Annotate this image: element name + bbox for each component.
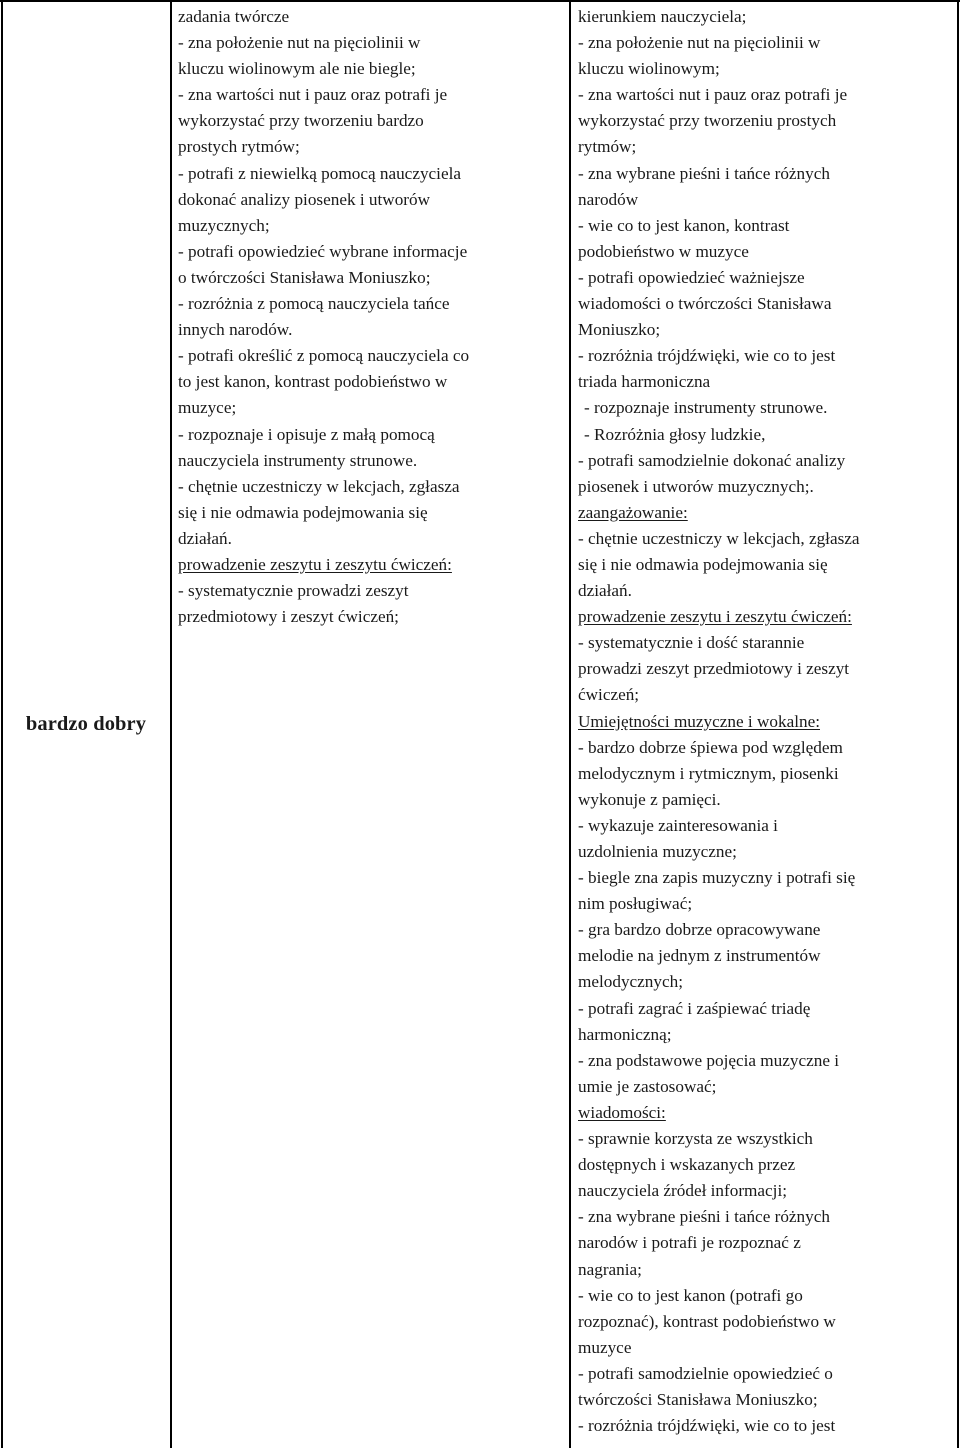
text-line: - systematycznie i dość starannie: [578, 633, 805, 653]
text-line: rytmów;: [578, 137, 637, 157]
text-line: - potrafi opowiedzieć ważniejsze: [578, 267, 805, 287]
column3-line: [578, 1126, 956, 1152]
requirements-column-previous: [178, 4, 566, 1448]
section-heading: prowadzenie zeszytu i zeszytu ćwiczeń:: [578, 607, 852, 627]
column3-line: [578, 30, 956, 56]
text-line: - potrafi określić z pomocą nauczyciela co: [178, 346, 470, 366]
text-line: to jest kanon, kontrast podobieństwo w: [178, 372, 448, 392]
column3-line: [578, 108, 956, 134]
text-line: - biegle zna zapis muzyczny i potrafi się: [578, 868, 856, 888]
column2-line: [178, 448, 566, 474]
column2-line: [178, 30, 566, 56]
text-line: melodycznych;: [578, 972, 683, 992]
text-line: wykorzystać przy tworzeniu prostych: [578, 111, 837, 131]
column3-line: [578, 422, 956, 448]
column3-line: [578, 343, 956, 369]
column3-line: [578, 1387, 956, 1413]
section-heading: zaangażowanie:: [578, 502, 688, 522]
column3-line: [578, 448, 956, 474]
column3-line: [578, 761, 956, 787]
column3-line: [578, 1152, 956, 1178]
section-heading: prowadzenie zeszytu i zeszytu ćwiczeń:: [178, 554, 452, 574]
column3-line: [578, 474, 956, 500]
column3-line: [578, 1361, 956, 1387]
text-line: się i nie odmawia podejmowania się: [578, 554, 828, 574]
text-line: - zna podstawowe pojęcia muzyczne i: [578, 1050, 840, 1070]
text-line: - zna wartości nut i pauz oraz potrafi je: [578, 85, 848, 105]
text-line: melodycznym i rytmicznym, piosenki: [578, 763, 839, 783]
text-line: - gra bardzo dobrze opracowywane: [578, 920, 821, 940]
column3-line: [578, 1230, 956, 1256]
column2-line: [178, 343, 566, 369]
text-line: wykonuje z pamięci.: [578, 789, 721, 809]
column2-line: [178, 4, 566, 30]
text-line: nauczyciela instrumenty strunowe.: [178, 450, 418, 470]
text-line: - rozróżnia z pomocą nauczyciela tańce: [178, 294, 450, 314]
column3-line: [578, 578, 956, 604]
text-line: - potrafi opowiedzieć wybrane informacje: [178, 241, 468, 261]
text-line: harmoniczną;: [578, 1024, 672, 1044]
text-line: - wykazuje zainteresowania i: [578, 815, 778, 835]
column3-line: [578, 265, 956, 291]
text-line: prostych rytmów;: [178, 137, 300, 157]
text-line: kluczu wiolinowym;: [578, 59, 720, 79]
text-line: ćwiczeń;: [578, 685, 640, 705]
column2-line: [178, 526, 566, 552]
text-line: nauczyciela źródeł informacji;: [578, 1181, 788, 1201]
text-line: rozpoznać), kontrast podobieństwo w: [578, 1311, 836, 1331]
column3-line: [578, 213, 956, 239]
text-line: - rozpoznaje i opisuje z małą pomocą: [178, 424, 435, 444]
column3-line: [578, 317, 956, 343]
column2-line: [178, 474, 566, 500]
text-line: zadania twórcze: [178, 7, 290, 26]
text-line: - zna wybrane pieśni i tańce różnych: [578, 1207, 830, 1227]
text-line: muzyce: [578, 1337, 632, 1357]
column3-line: [578, 839, 956, 865]
column2-line: [178, 239, 566, 265]
text-line: piosenek i utworów muzycznych;.: [578, 476, 814, 496]
column3-line: [578, 943, 956, 969]
text-line: innych narodów.: [178, 320, 293, 340]
column3-line: [578, 630, 956, 656]
text-line: - chętnie uczestniczy w lekcjach, zgłasza: [578, 528, 860, 548]
text-line: nim posługiwać;: [578, 894, 693, 914]
column3-line: [578, 1283, 956, 1309]
text-line: przedmiotowy i zeszyt ćwiczeń;: [178, 607, 399, 627]
text-line: prowadzi zeszyt przedmiotowy i zeszyt: [578, 659, 850, 679]
column2-line: [178, 82, 566, 108]
column3-line: [578, 1048, 956, 1074]
text-line: działań.: [178, 528, 232, 548]
column3-line: [578, 134, 956, 160]
column3-line: [578, 500, 956, 526]
text-line: narodów: [578, 189, 639, 209]
column3-line: [578, 813, 956, 839]
column2-line: [178, 604, 566, 630]
text-line: uzdolnienia muzyczne;: [578, 842, 737, 861]
column3-line: [578, 709, 956, 735]
column2-line: [178, 134, 566, 160]
column2-line: [178, 187, 566, 213]
text-line: muzycznych;: [178, 215, 270, 235]
text-line: - bardzo dobrze śpiewa pod względem: [578, 737, 843, 757]
column2-line: [178, 395, 566, 421]
section-heading: Umiejętności muzyczne i wokalne:: [578, 711, 820, 731]
column3-line: [578, 787, 956, 813]
column2-line: [178, 56, 566, 82]
column2-line: [178, 108, 566, 134]
column3-line: [578, 1022, 956, 1048]
column2-line: [178, 161, 566, 187]
text-line: - zna położenie nut na pięciolinii w: [578, 33, 821, 53]
column2-line: [178, 317, 566, 343]
text-line: kierunkiem nauczyciela;: [578, 7, 747, 26]
text-line: o twórczości Stanisława Moniuszko;: [178, 267, 431, 287]
text-line: dostępnych i wskazanych przez: [578, 1155, 796, 1175]
text-line: - Rozróżnia głosy ludzkie,: [584, 424, 766, 444]
column3-line: [578, 1178, 956, 1204]
column3-line: [578, 1100, 956, 1126]
text-line: podobieństwo w muzyce: [578, 241, 749, 261]
table-divider-2: [569, 0, 571, 1448]
column2-line: [178, 291, 566, 317]
column3-line: [578, 4, 956, 30]
column3-line: [578, 395, 956, 421]
column3-line: [578, 526, 956, 552]
column3-line: [578, 291, 956, 317]
text-line: działań.: [578, 581, 632, 601]
section-heading: wiadomości:: [578, 1102, 666, 1122]
text-line: - zna wybrane pieśni i tańce różnych: [578, 163, 830, 183]
column3-line: [578, 239, 956, 265]
column2-line: [178, 422, 566, 448]
grade-cell: [3, 0, 169, 1448]
column3-line: [578, 82, 956, 108]
column3-line: [578, 1413, 956, 1439]
text-line: - potrafi samodzielnie opowiedzieć o: [578, 1363, 833, 1383]
column3-line: [578, 891, 956, 917]
text-line: - potrafi samodzielnie dokonać analizy: [578, 450, 846, 470]
text-line: triada harmoniczna: [578, 372, 711, 392]
column3-line: [578, 917, 956, 943]
text-line: twórczości Stanisława Moniuszko;: [578, 1389, 818, 1409]
text-line: - sprawnie korzysta ze wszystkich: [578, 1129, 813, 1149]
column2-line: [178, 369, 566, 395]
column3-line: [578, 1257, 956, 1283]
column2-line: [178, 500, 566, 526]
text-line: dokonać analizy piosenek i utworów: [178, 189, 431, 209]
text-line: kluczu wiolinowym ale nie biegle;: [178, 59, 416, 79]
text-line: - wie co to jest kanon, kontrast: [578, 215, 790, 235]
table-border-right: [957, 0, 959, 1448]
column3-line: [578, 969, 956, 995]
text-line: - rozróżnia trójdźwięki, wie co to jest: [578, 1416, 836, 1436]
text-line: - chętnie uczestniczy w lekcjach, zgłasza: [178, 476, 460, 496]
column3-line: [578, 1204, 956, 1230]
column3-line: [578, 56, 956, 82]
text-line: wykorzystać przy tworzeniu bardzo: [178, 111, 424, 131]
text-line: muzyce;: [178, 398, 237, 418]
column3-line: [578, 682, 956, 708]
text-line: - potrafi z niewielką pomocą nauczyciela: [178, 163, 461, 183]
text-line: - rozróżnia trójdźwięki, wie co to jest: [578, 346, 836, 366]
column3-line: [578, 1335, 956, 1361]
text-line: nagrania;: [578, 1259, 642, 1279]
text-line: - wie co to jest kanon (potrafi go: [578, 1285, 803, 1305]
column3-line: [578, 735, 956, 761]
text-line: - potrafi zagrać i zaśpiewać triadę: [578, 998, 811, 1018]
requirements-column-very-good: [578, 4, 956, 1448]
text-line: umie je zastosować;: [578, 1076, 717, 1096]
text-line: narodów i potrafi je rozpoznać z: [578, 1233, 801, 1253]
column3-line: [578, 1074, 956, 1100]
column3-line: [578, 369, 956, 395]
text-line: wiadomości o twórczości Stanisława: [578, 294, 832, 314]
column3-line: [578, 1309, 956, 1335]
column3-line: [578, 552, 956, 578]
column3-line: [578, 187, 956, 213]
column2-line: [178, 552, 566, 578]
column3-line: [578, 996, 956, 1022]
text-line: - rozpoznaje instrumenty strunowe.: [584, 398, 828, 418]
column2-line: [178, 213, 566, 239]
text-line: Moniuszko;: [578, 320, 661, 340]
text-line: melodie na jednym z instrumentów: [578, 946, 821, 966]
column2-line: [178, 578, 566, 604]
text-line: - zna wartości nut i pauz oraz potrafi je: [178, 85, 448, 105]
text-line: - zna położenie nut na pięciolinii w: [178, 33, 421, 53]
text-line: - systematycznie prowadzi zeszyt: [178, 581, 409, 601]
column2-line: [178, 265, 566, 291]
column3-line: [578, 161, 956, 187]
text-line: się i nie odmawia podejmowania się: [178, 502, 428, 522]
column3-line: [578, 865, 956, 891]
column3-line: [578, 604, 956, 630]
table-divider-1: [170, 0, 172, 1448]
column3-line: [578, 656, 956, 682]
grade-label: bardzo dobry: [25, 712, 147, 735]
